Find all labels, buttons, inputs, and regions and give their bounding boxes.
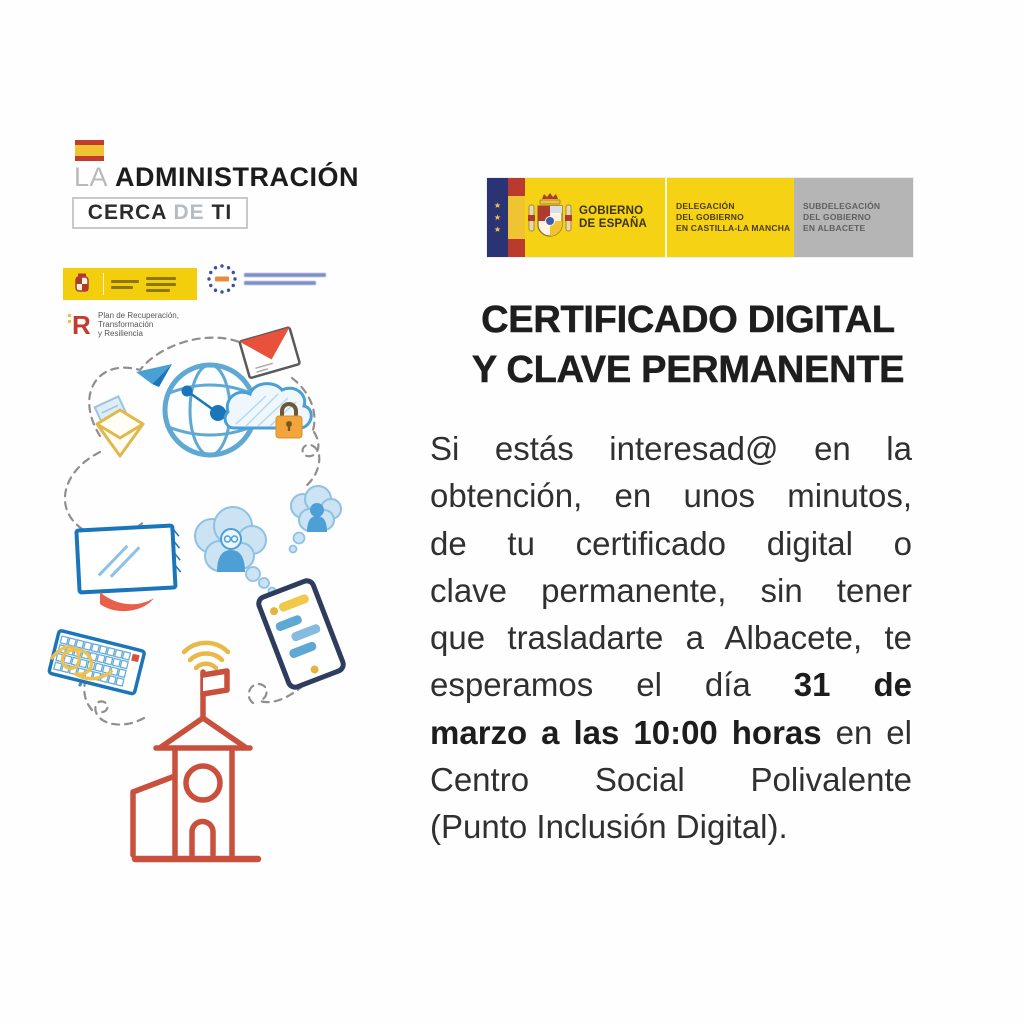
- body-line: esperamos el día 31 de: [430, 666, 912, 704]
- text-line: DEL GOBIERNO: [803, 212, 871, 222]
- brand-tagline-box: [72, 197, 248, 229]
- tagline-cerca: CERCA: [87, 201, 174, 224]
- spain-coat-of-arms-icon: [525, 189, 575, 247]
- text-line: Transformación: [98, 320, 154, 329]
- gobierno-de-espana-mini-logo: [63, 268, 197, 300]
- text-line: DE ESPAÑA: [579, 217, 648, 230]
- brand-title: [74, 162, 404, 193]
- body-line: que trasladarte a Albacete, te: [430, 619, 912, 657]
- body-line: marzo a las 10:00 horas en el: [430, 713, 912, 751]
- text-line: y Resiliencia: [98, 329, 143, 338]
- mini-coat-of-arms-icon: [69, 271, 95, 297]
- femp-stars-circle-icon: [205, 262, 239, 296]
- red-swoosh-icon: [100, 592, 154, 611]
- page-title: [438, 295, 938, 395]
- femp-logo-text: [244, 273, 326, 285]
- eu-star-icon: ★: [493, 224, 502, 234]
- subdelegacion-block: [794, 178, 913, 257]
- eu-stars-block: [487, 178, 508, 257]
- text-line: CERTIFICADO DIGITAL: [481, 299, 895, 341]
- body-line: obtención, en unos minutos,: [430, 477, 912, 515]
- brand-title-main: ADMINISTRACIÓN: [108, 162, 360, 192]
- femp-municipios-logo: [205, 261, 329, 297]
- body-line: Si estás interesad@ en la: [430, 430, 912, 467]
- eu-star-icon: ★: [493, 212, 502, 222]
- gobierno-de-espana-block: [525, 178, 665, 257]
- town-hall-building-icon: [133, 671, 258, 859]
- body-line: (Punto Inclusión Digital).: [430, 808, 788, 846]
- text-line: Y CLAVE PERMANENTE: [471, 349, 905, 391]
- text-line: EN CASTILLA-LA MANCHA: [676, 223, 791, 233]
- text-line: DELEGACIÓN: [676, 201, 735, 211]
- svg-text:R: R: [72, 310, 91, 340]
- digital-services-illustration: [40, 320, 400, 890]
- brand-title-prefix: LA: [74, 162, 109, 192]
- government-banner: [487, 178, 913, 257]
- body-line: de tu certificado digital o: [430, 524, 912, 562]
- delegacion-block: [665, 178, 794, 257]
- monitor-icon: [76, 525, 181, 592]
- spain-flag-strip-icon: [508, 178, 525, 257]
- gobierno-text: [579, 205, 647, 231]
- tagline-de: DE: [173, 201, 212, 224]
- body-line: Centro Social Polivalente: [430, 761, 912, 799]
- chat-tablet-icon: [257, 579, 346, 689]
- thought-cloud-person-icon-2: [290, 486, 342, 553]
- text-line: SUBDELEGACIÓN: [803, 201, 881, 211]
- tagline-ti: TI: [211, 201, 233, 224]
- thought-cloud-person-icon: [195, 507, 276, 595]
- text-line: GOBIERNO: [579, 204, 644, 217]
- red-envelope-icon: [239, 327, 299, 378]
- text-line: EN ALBACETE: [803, 223, 866, 233]
- open-envelope-document-icon: [95, 396, 143, 456]
- keyboard-scribble-icon: [48, 630, 145, 694]
- mini-logo-text-right: [146, 277, 176, 292]
- text-line: Plan de Recuperación,: [98, 311, 179, 320]
- eu-star-icon: ★: [493, 200, 502, 210]
- text-line: DEL GOBIERNO: [676, 212, 744, 222]
- body-line: clave permanente, sin tener: [430, 571, 912, 609]
- spain-flag-icon: [75, 140, 104, 161]
- body-paragraph: [430, 425, 912, 851]
- mini-logo-text-left: [111, 280, 139, 289]
